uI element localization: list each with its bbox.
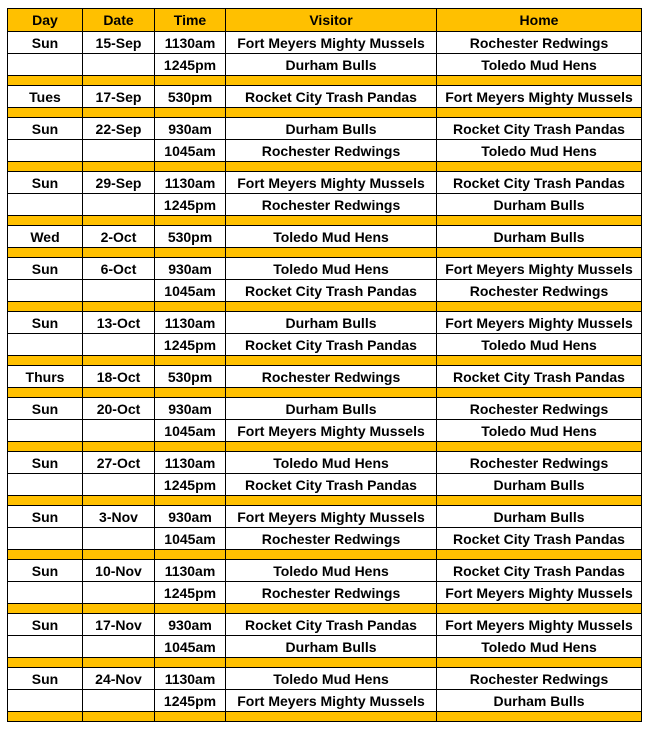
date-cell: 18-Oct [83, 366, 155, 388]
separator-cell [83, 216, 155, 226]
separator-cell [83, 712, 155, 722]
table-row [8, 172, 642, 194]
separator-cell [155, 442, 226, 452]
separator-cell [8, 248, 83, 258]
schedule-table [7, 8, 642, 722]
time-cell: 1245pm [155, 690, 226, 712]
separator-cell [83, 496, 155, 506]
header-date: Date [83, 9, 155, 32]
home-cell: Durham Bulls [437, 226, 642, 248]
day-cell: Sun [8, 506, 83, 528]
home-cell: Fort Meyers Mighty Mussels [437, 614, 642, 636]
day-cell: Sun [8, 172, 83, 194]
separator-cell [226, 162, 437, 172]
time-cell: 1130am [155, 560, 226, 582]
table-row [8, 366, 642, 388]
day-cell: Sun [8, 118, 83, 140]
time-cell: 1130am [155, 668, 226, 690]
header-row [8, 9, 642, 32]
day-cell [8, 528, 83, 550]
home-cell: Rochester Redwings [437, 32, 642, 54]
visitor-cell: Toledo Mud Hens [226, 258, 437, 280]
separator-cell [437, 108, 642, 118]
table-row [8, 690, 642, 712]
date-cell: 10-Nov [83, 560, 155, 582]
visitor-cell: Fort Meyers Mighty Mussels [226, 420, 437, 442]
visitor-cell: Rocket City Trash Pandas [226, 614, 437, 636]
separator-cell [226, 658, 437, 668]
separator-cell [226, 108, 437, 118]
home-cell: Durham Bulls [437, 194, 642, 216]
date-cell: 13-Oct [83, 312, 155, 334]
separator-row [8, 658, 642, 668]
separator-row [8, 76, 642, 86]
home-cell: Fort Meyers Mighty Mussels [437, 312, 642, 334]
day-cell: Sun [8, 614, 83, 636]
visitor-cell: Fort Meyers Mighty Mussels [226, 690, 437, 712]
table-row [8, 506, 642, 528]
home-cell: Rochester Redwings [437, 398, 642, 420]
separator-cell [155, 604, 226, 614]
table-row [8, 312, 642, 334]
separator-cell [226, 712, 437, 722]
visitor-cell: Fort Meyers Mighty Mussels [226, 172, 437, 194]
date-cell: 2-Oct [83, 226, 155, 248]
separator-row [8, 162, 642, 172]
day-cell [8, 140, 83, 162]
visitor-cell: Durham Bulls [226, 636, 437, 658]
date-cell: 17-Nov [83, 614, 155, 636]
table-row [8, 528, 642, 550]
separator-row [8, 550, 642, 560]
date-cell: 29-Sep [83, 172, 155, 194]
date-cell [83, 636, 155, 658]
date-cell [83, 528, 155, 550]
day-cell: Sun [8, 32, 83, 54]
separator-cell [226, 216, 437, 226]
separator-cell [226, 302, 437, 312]
home-cell: Fort Meyers Mighty Mussels [437, 582, 642, 604]
separator-row [8, 388, 642, 398]
table-row [8, 140, 642, 162]
time-cell: 1045am [155, 636, 226, 658]
table-row [8, 614, 642, 636]
day-cell: Sun [8, 398, 83, 420]
time-cell: 930am [155, 506, 226, 528]
separator-cell [437, 76, 642, 86]
separator-cell [437, 216, 642, 226]
separator-cell [437, 658, 642, 668]
time-cell: 1045am [155, 420, 226, 442]
visitor-cell: Toledo Mud Hens [226, 452, 437, 474]
separator-row [8, 356, 642, 366]
separator-cell [83, 442, 155, 452]
visitor-cell: Rochester Redwings [226, 582, 437, 604]
day-cell: Thurs [8, 366, 83, 388]
date-cell: 22-Sep [83, 118, 155, 140]
home-cell: Rochester Redwings [437, 452, 642, 474]
separator-cell [83, 108, 155, 118]
day-cell [8, 474, 83, 496]
separator-cell [437, 550, 642, 560]
separator-cell [226, 388, 437, 398]
separator-cell [155, 388, 226, 398]
home-cell: Rocket City Trash Pandas [437, 366, 642, 388]
separator-cell [437, 442, 642, 452]
separator-cell [155, 658, 226, 668]
separator-cell [83, 388, 155, 398]
table-row [8, 582, 642, 604]
day-cell [8, 280, 83, 302]
date-cell [83, 194, 155, 216]
date-cell: 27-Oct [83, 452, 155, 474]
date-cell [83, 420, 155, 442]
day-cell: Sun [8, 312, 83, 334]
visitor-cell: Toledo Mud Hens [226, 226, 437, 248]
separator-cell [437, 162, 642, 172]
separator-cell [226, 496, 437, 506]
table-row [8, 398, 642, 420]
day-cell [8, 582, 83, 604]
day-cell [8, 420, 83, 442]
day-cell: Sun [8, 258, 83, 280]
separator-cell [155, 712, 226, 722]
separator-cell [8, 356, 83, 366]
time-cell: 930am [155, 258, 226, 280]
separator-row [8, 108, 642, 118]
time-cell: 1045am [155, 140, 226, 162]
separator-cell [8, 550, 83, 560]
table-row [8, 560, 642, 582]
date-cell [83, 334, 155, 356]
table-row [8, 452, 642, 474]
separator-cell [437, 248, 642, 258]
time-cell: 1045am [155, 280, 226, 302]
separator-cell [8, 658, 83, 668]
header-home: Home [437, 9, 642, 32]
separator-cell [83, 356, 155, 366]
visitor-cell: Rochester Redwings [226, 140, 437, 162]
table-row [8, 32, 642, 54]
table-row [8, 118, 642, 140]
separator-row [8, 712, 642, 722]
time-cell: 1245pm [155, 194, 226, 216]
day-cell [8, 54, 83, 76]
home-cell: Fort Meyers Mighty Mussels [437, 258, 642, 280]
separator-row [8, 496, 642, 506]
visitor-cell: Fort Meyers Mighty Mussels [226, 506, 437, 528]
date-cell: 17-Sep [83, 86, 155, 108]
separator-cell [8, 496, 83, 506]
time-cell: 930am [155, 614, 226, 636]
home-cell: Fort Meyers Mighty Mussels [437, 86, 642, 108]
date-cell [83, 280, 155, 302]
schedule-body [8, 32, 642, 722]
visitor-cell: Rocket City Trash Pandas [226, 86, 437, 108]
separator-cell [83, 162, 155, 172]
visitor-cell: Durham Bulls [226, 398, 437, 420]
day-cell: Sun [8, 560, 83, 582]
day-cell: Sun [8, 452, 83, 474]
table-row [8, 86, 642, 108]
separator-cell [437, 388, 642, 398]
day-cell: Wed [8, 226, 83, 248]
home-cell: Toledo Mud Hens [437, 334, 642, 356]
home-cell: Rocket City Trash Pandas [437, 118, 642, 140]
separator-cell [155, 248, 226, 258]
time-cell: 1130am [155, 32, 226, 54]
time-cell: 1245pm [155, 582, 226, 604]
separator-cell [8, 712, 83, 722]
time-cell: 1045am [155, 528, 226, 550]
separator-cell [155, 550, 226, 560]
separator-cell [83, 248, 155, 258]
visitor-cell: Fort Meyers Mighty Mussels [226, 32, 437, 54]
separator-cell [155, 356, 226, 366]
date-cell [83, 582, 155, 604]
visitor-cell: Rochester Redwings [226, 528, 437, 550]
separator-cell [226, 248, 437, 258]
separator-cell [226, 550, 437, 560]
home-cell: Durham Bulls [437, 690, 642, 712]
date-cell [83, 690, 155, 712]
separator-cell [155, 496, 226, 506]
time-cell: 1130am [155, 312, 226, 334]
separator-cell [155, 162, 226, 172]
separator-cell [83, 302, 155, 312]
time-cell: 1245pm [155, 334, 226, 356]
separator-cell [226, 356, 437, 366]
table-row [8, 280, 642, 302]
time-cell: 1245pm [155, 474, 226, 496]
header-visitor: Visitor [226, 9, 437, 32]
separator-cell [8, 76, 83, 86]
separator-cell [437, 356, 642, 366]
visitor-cell: Rocket City Trash Pandas [226, 474, 437, 496]
header-day: Day [8, 9, 83, 32]
separator-cell [437, 604, 642, 614]
separator-cell [226, 76, 437, 86]
table-row [8, 636, 642, 658]
separator-cell [8, 162, 83, 172]
date-cell: 6-Oct [83, 258, 155, 280]
date-cell [83, 140, 155, 162]
separator-cell [226, 604, 437, 614]
home-cell: Durham Bulls [437, 474, 642, 496]
time-cell: 930am [155, 118, 226, 140]
day-cell: Tues [8, 86, 83, 108]
table-row [8, 194, 642, 216]
separator-cell [155, 216, 226, 226]
date-cell [83, 54, 155, 76]
time-cell: 530pm [155, 86, 226, 108]
time-cell: 930am [155, 398, 226, 420]
visitor-cell: Durham Bulls [226, 54, 437, 76]
separator-row [8, 442, 642, 452]
home-cell: Rocket City Trash Pandas [437, 560, 642, 582]
separator-row [8, 248, 642, 258]
separator-cell [226, 442, 437, 452]
date-cell: 3-Nov [83, 506, 155, 528]
home-cell: Rochester Redwings [437, 668, 642, 690]
home-cell: Rochester Redwings [437, 280, 642, 302]
separator-cell [83, 658, 155, 668]
visitor-cell: Toledo Mud Hens [226, 668, 437, 690]
time-cell: 530pm [155, 366, 226, 388]
time-cell: 1245pm [155, 54, 226, 76]
separator-cell [8, 302, 83, 312]
table-row [8, 668, 642, 690]
separator-row [8, 604, 642, 614]
separator-cell [8, 108, 83, 118]
day-cell: Sun [8, 668, 83, 690]
home-cell: Toledo Mud Hens [437, 54, 642, 76]
visitor-cell: Rochester Redwings [226, 366, 437, 388]
visitor-cell: Durham Bulls [226, 118, 437, 140]
separator-row [8, 302, 642, 312]
home-cell: Rocket City Trash Pandas [437, 172, 642, 194]
table-row [8, 54, 642, 76]
separator-cell [437, 712, 642, 722]
date-cell: 15-Sep [83, 32, 155, 54]
time-cell: 1130am [155, 452, 226, 474]
visitor-cell: Rochester Redwings [226, 194, 437, 216]
separator-cell [155, 76, 226, 86]
separator-cell [83, 550, 155, 560]
separator-cell [155, 108, 226, 118]
home-cell: Rocket City Trash Pandas [437, 528, 642, 550]
visitor-cell: Rocket City Trash Pandas [226, 334, 437, 356]
home-cell: Toledo Mud Hens [437, 140, 642, 162]
separator-cell [155, 302, 226, 312]
table-row [8, 420, 642, 442]
table-row [8, 258, 642, 280]
date-cell [83, 474, 155, 496]
table-row [8, 474, 642, 496]
separator-cell [83, 76, 155, 86]
time-cell: 1130am [155, 172, 226, 194]
table-row [8, 334, 642, 356]
date-cell: 24-Nov [83, 668, 155, 690]
header-time: Time [155, 9, 226, 32]
separator-cell [8, 388, 83, 398]
separator-row [8, 216, 642, 226]
day-cell [8, 334, 83, 356]
day-cell [8, 636, 83, 658]
day-cell [8, 194, 83, 216]
home-cell: Toledo Mud Hens [437, 420, 642, 442]
separator-cell [437, 302, 642, 312]
home-cell: Durham Bulls [437, 506, 642, 528]
visitor-cell: Rocket City Trash Pandas [226, 280, 437, 302]
table-row [8, 226, 642, 248]
time-cell: 530pm [155, 226, 226, 248]
day-cell [8, 690, 83, 712]
home-cell: Toledo Mud Hens [437, 636, 642, 658]
visitor-cell: Toledo Mud Hens [226, 560, 437, 582]
separator-cell [437, 496, 642, 506]
separator-cell [83, 604, 155, 614]
separator-cell [8, 442, 83, 452]
date-cell: 20-Oct [83, 398, 155, 420]
separator-cell [8, 216, 83, 226]
visitor-cell: Durham Bulls [226, 312, 437, 334]
separator-cell [8, 604, 83, 614]
